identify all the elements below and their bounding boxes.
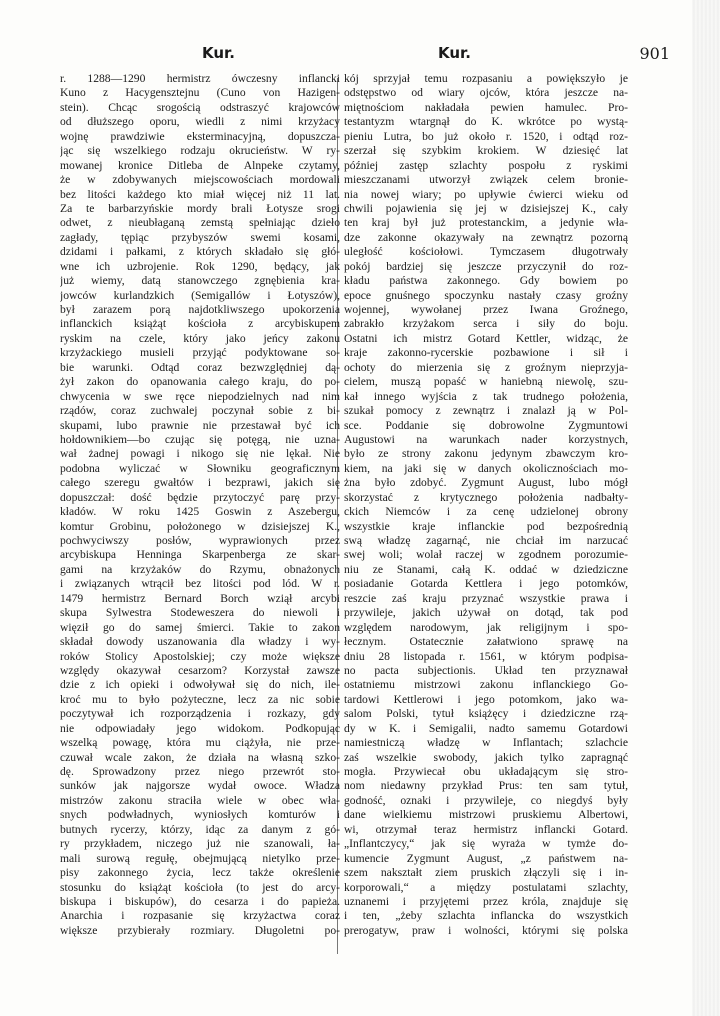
text-line: większe przybierały rozmiary. Długoletni po- (60, 923, 340, 937)
text-line: pochwyciwszy posłów, wyprawionych przez (60, 534, 340, 547)
text-line: dze zakonne okazywały na zewnątrz pozorną (344, 230, 628, 244)
text-line: względy okazywał cesarzom? Korzystał zawsze (60, 663, 340, 677)
text-line: no pacta subjectionis. Układ ten przyznawał (344, 663, 628, 677)
text-line: skorzystać z krytycznego położenia nadbałty- (344, 490, 628, 504)
text-line: nia nowej wiary; po upływie ćwierci wieku od (344, 187, 628, 201)
text-line: dniu 28 listopada r. 1561, w którym podpisa- (344, 649, 628, 663)
text-line: jowców kurlandzkich (Semigallów i Łotyszów), (60, 288, 340, 302)
page-number: 901 (639, 44, 670, 63)
text-line: kumencie Zygmunt August, „z państwem na- (344, 851, 628, 865)
text-line: pokój bardziej się jeszcze przyczynił do roz- (344, 259, 628, 273)
text-line: snych podwładnych, wyniosłych komturów i (60, 808, 340, 822)
text-line: kał innego wyjścia z tak trudnego położenia, (344, 389, 628, 403)
text-line: składał dowody uszanowania dla władzy i wy- (60, 635, 340, 649)
text-line: krzyżackiego musieli przyjąć podyktowane so- (60, 346, 340, 360)
text-line: r. 1288—1290 hermistrz ówczesny inflancki (60, 72, 340, 85)
text-line: pisy zakonnego życia, lecz także określenie (60, 866, 340, 880)
text-line: godność, oznaki i przywileje, co niegdyś były (344, 793, 628, 807)
text-line: dy w K. i Semigalii, nadto samemu Gotardowi (344, 721, 628, 735)
text-line: szem nakształt ziem pruskich złączyli się i in- (344, 866, 628, 880)
text-line: kroć mu to było pożyteczne, lecz za nic sobie (60, 692, 340, 706)
text-line: prerogatyw, praw i wolności, którymi się polska (344, 923, 628, 937)
text-line: odwet, z nieubłaganą zemstą spełniając dzieło (60, 216, 340, 230)
text-line: mali surową regułę, obejmującą nietylko prze- (60, 851, 340, 865)
text-line: bez litości każdego kto miał więcej niż 11 lat. (60, 187, 340, 201)
text-line: dzidami i pałkami, z których składało się głó- (60, 245, 340, 259)
text-line: całego szeregu gwałtów i bezprawi, jakich się (60, 476, 340, 490)
text-line: wszelką powagę, która mu ciążyła, nie prze- (60, 736, 340, 750)
text-line: że w zdobywanych miejscowościach mordowali (60, 173, 340, 187)
header-left-keyword: Kur. (202, 44, 235, 62)
text-line: wojnę prawdziwie eksterminacyjną, dopuszcza- (60, 129, 340, 143)
text-line: szerzał się szybkim krokiem. W dziesięć lat (344, 144, 628, 158)
text-line: cielem, muszą popaść w haniebną niewolę, szu- (344, 375, 628, 389)
text-line: Kuno z Hacygensztejnu (Cuno von Hazigen- (60, 86, 340, 100)
text-line: wał żadnej powagi i nikogo się nie lękał. Nie (60, 447, 340, 461)
text-line: nie odpowiadały jego widokom. Podkopując (60, 721, 340, 735)
text-line: kiem, na jaki się w danych okolicznościach mo- (344, 461, 628, 475)
text-line: ochoty do mierzenia się z groźnym nieprzyja- (344, 360, 628, 374)
text-line: swej woli; wolał raczej w zgodnem porozumie- (344, 548, 628, 562)
text-line: i ten, „żeby szlachta inflancka do wszystkich (344, 909, 628, 923)
text-line: dane wielkiemu mistrzowi pruskiemu Albertowi, (344, 808, 628, 822)
text-line: hołdownikiem—bo czując się potęgą, nie uzna- (60, 432, 340, 446)
text-line: ten kraj był już protestanckim, a jedynie wła- (344, 216, 628, 230)
text-line: namiestniczą władzę w Inflantach; szlachcie (344, 736, 628, 750)
text-line: mieszczanami utworzył związek celem bronie- (344, 173, 628, 187)
text-line: żył zakon do opanowania całego kraju, do po- (60, 375, 340, 389)
text-line: Za te barbarzyńskie mordy brali Łotysze srogi (60, 201, 340, 215)
text-line: tardowi Kettlerowi i jego potomkom, jako wa- (344, 692, 628, 706)
running-header (56, 44, 680, 66)
text-line: skupami, lubo prawnie nie przestawał być ich (60, 418, 340, 432)
text-line: było ze strony zakonu jedynym zbawczym kro- (344, 447, 628, 461)
text-line: stein). Chcąc srogością odstraszyć krajowców (60, 100, 340, 114)
text-line: wojennej, wywołanej przez Iwana Groźnego, (344, 303, 628, 316)
text-line: podobna wyliczać w Słowniku geograficznym (60, 461, 340, 475)
page-edge-shadow (692, 0, 720, 1016)
text-line: i związanych wtrącił bez litości pod lód. W r. (60, 577, 340, 591)
text-line: uległość kościołowi. Tymczasem długotrwały (344, 245, 628, 259)
text-line: kładu państwa zakonnego. Gdy bowiem po (344, 274, 628, 288)
text-line: Augustowi na warunkach nader korzystnych, (344, 432, 628, 446)
left-text-column (60, 72, 340, 938)
text-line: ckich Niemców i za cenę udzielonej obrony (344, 505, 628, 519)
text-line: roków Stolicy Apostolskiej; czy może większe (60, 649, 340, 663)
text-line: inflanckich książąt kościoła z arcybiskupem (60, 317, 340, 331)
text-line: posiadanie Gotarda Kettlera i jego potomków, (344, 577, 628, 591)
text-line: wi, otrzymał teraz hermistrz inflancki Gotard. (344, 822, 628, 836)
header-right-keyword: Kur. (438, 44, 471, 62)
text-line: korporowali,“ a między postulatami szlachty, (344, 880, 628, 894)
text-line: pieniu Lutra, bo już około r. 1520, i odtąd roz- (344, 129, 628, 143)
text-line: chwycenia w swe ręce niepodzielnych nad nim (60, 389, 340, 403)
text-line: bie warunki. Odtąd coraz bezwzględniej dą- (60, 360, 340, 374)
text-line: ostatniemu mistrzowi zakonu inflanckiego Go- (344, 678, 628, 692)
text-line: jąc się wszelkiego rodzaju okrucieństw. W ry- (60, 144, 340, 158)
text-line: arcybiskupa Henninga Skarpenberga ze skar- (60, 548, 340, 562)
text-line: komtur Grobinu, położonego w dzisiejszej K., (60, 519, 340, 533)
text-line: kraje zakonno-rycerskie pozbawione i sił i (344, 346, 628, 360)
text-line: dzie z ich opieki i odwoływał się do nich, ile- (60, 678, 340, 692)
text-line: chwili pojawienia się jej w dzisiejszej K., cały (344, 201, 628, 215)
text-line: zaś wszelkie swobody, jakich tylko zapragnąć (344, 750, 628, 764)
text-line: ryskim na czele, który jako jeńcy zakonu (60, 331, 340, 345)
text-line: więził go do samej śmierci. Takie to zakon (60, 620, 340, 634)
text-line: „Inflantczycy,“ jak się wyraża w tymże do- (344, 837, 628, 851)
text-line: przywileje, jakich używał on dotąd, tak pod (344, 606, 628, 620)
text-line: miętnościom nakładała pewien hamulec. Pro- (344, 100, 628, 114)
text-line: gami na krzyżaków do Rzymu, obnażonych (60, 562, 340, 576)
text-line: niu ze Stanami, całą K. oddać w dziedziczne (344, 562, 628, 576)
text-line: później zastęp szlachty pospołu z ryskimi (344, 158, 628, 172)
text-line: biskupa i biskupów), do cesarza i do papieża. (60, 894, 340, 908)
text-line: zabrakło krzyżakom serca i siły do boju. (344, 317, 628, 331)
text-line: epoce gnuśnego spoczynku nastały czasy groźny (344, 288, 628, 302)
text-line: kładów. W roku 1425 Goswin z Aszebergu, (60, 505, 340, 519)
text-line: mowanej kronice Ditleba de Alnpeke czytamy, (60, 158, 340, 172)
text-line: szukał pomocy z zewnątrz i znalazł ją w Pol- (344, 404, 628, 418)
text-line: żna było zdobyć. Zygmunt August, lubo mógł (344, 476, 628, 490)
right-text-column (344, 72, 628, 938)
text-line: reszcie zaś kraju przyznać wszystkie prawa i (344, 591, 628, 605)
text-line: 1479 hermistrz Bernard Borch wziął arcybi (60, 591, 340, 605)
text-line: Anarchia i rozpasanie się krzyżactwa coraz (60, 909, 340, 923)
text-line: mistrzów zakonu straciła wiele w obec wła- (60, 793, 340, 807)
text-line: ry przykładem, niczego już nie szanowali, ła- (60, 837, 340, 851)
text-line: łecznym. Ostatecznie załatwiono sprawę na (344, 635, 628, 649)
text-line: odstępstwo od wiary ojców, która jeszcze na- (344, 86, 628, 100)
text-line: sce. Poddanie się dobrowolne Zygmuntowi (344, 418, 628, 432)
text-line: wne ich uzbrojenie. Rok 1290, będący, jak (60, 259, 340, 273)
text-line: stosunku do książąt kościoła (to jest do arcy- (60, 880, 340, 894)
text-line: sunków jak najgorsze wydał owoce. Władza (60, 779, 340, 793)
text-line: mogła. Przywiecał obu układającym się stro- (344, 765, 628, 778)
text-line: butnych rycerzy, którzy, idąc za danym z gó- (60, 822, 340, 836)
text-line: kój sprzyjał temu rozpasaniu a powiększyło je (344, 72, 628, 85)
text-line: już wiemy, datą stanowczego zgnębienia kra- (60, 274, 340, 288)
text-line: nom niedawny przykład Prus: ten sam tytuł, (344, 779, 628, 793)
text-line: względem narodowym, jak religijnym i spo- (344, 620, 628, 634)
text-line: salom Polski, tytuł książęcy i dziedziczne rzą- (344, 707, 628, 721)
text-line: skupa Sylwestra Stodeweszera do niewoli i (60, 606, 340, 620)
text-line: czuwał wcale zakon, że działa na własną szko- (60, 750, 340, 764)
text-line: poczytywał ich rozporządzenia i rozkazy, gdy (60, 707, 340, 721)
text-line: dę. Sprowadzony przez niego przewrót sto- (60, 765, 340, 778)
text-line: był zarazem porą najdotkliwszego upokorzenia (60, 303, 340, 316)
text-line: uznanemi i przyjętemi przez króla, znajduje się (344, 894, 628, 908)
text-line: swą władzę zagarnąć, nie chciał im narzucać (344, 534, 628, 547)
text-line: zagłady, tępiąc przybyszów swemi kosami, (60, 230, 340, 244)
text-line: wszystkie kraje inflanckie pod bezpośrednią (344, 519, 628, 533)
text-line: Ostatni ich mistrz Gotard Kettler, widząc, że (344, 331, 628, 345)
text-line: od dłuższego oporu, wiedli z nimi krzyżacy (60, 115, 340, 129)
text-line: rządów, coraz zuchwalej poczynał sobie z bi- (60, 404, 340, 418)
text-line: dopuszczał: dość będzie przytoczyć parę przy- (60, 490, 340, 504)
text-line: testantyzm wtargnął do K. wkrótce po wystą- (344, 115, 628, 129)
